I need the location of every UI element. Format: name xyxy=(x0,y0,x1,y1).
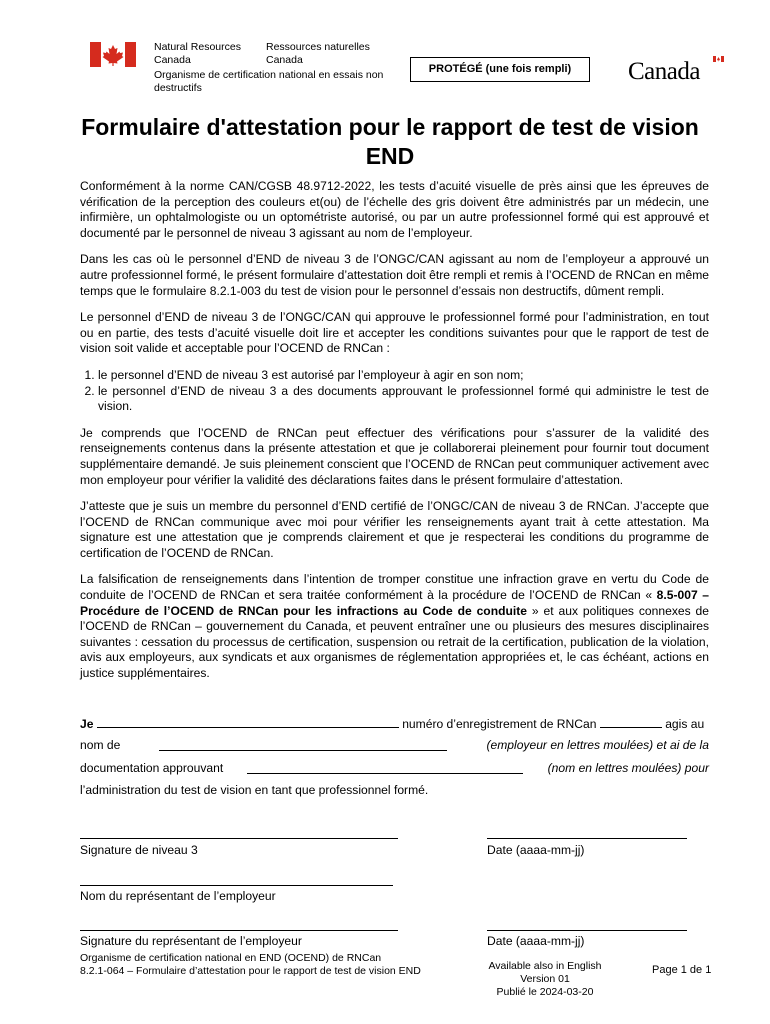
professional-name-field[interactable] xyxy=(247,761,523,774)
rep-name-label: Nom du représentant de l’employeur xyxy=(80,889,276,903)
paragraph-attestation: J’atteste que je suis un membre du personnel d’END certifié de l’ONGC/CAN de niveau 3 de RNCan. J’accepte que l’OCEND de RNCan communique avec moi pour vérifier les renseignements ayant trait à cette attestation. Ma signature est une attestation que je comprends clairement et que je respecterai les conditions du programme de certification de l’OCEND de RNCan. xyxy=(80,499,709,560)
professional-note xyxy=(548,761,709,776)
fill-line-approving xyxy=(80,761,709,776)
paragraph-falsification xyxy=(80,572,709,681)
registration-label: numéro d’enregistrement de RNCan xyxy=(398,717,600,731)
level3-name-field[interactable] xyxy=(97,715,399,728)
rep-name-line[interactable] xyxy=(80,885,393,886)
page-number: Page 1 de 1 xyxy=(652,964,712,976)
date2-line[interactable] xyxy=(487,930,687,931)
protected-badge: PROTÉGÉ (une fois rempli) xyxy=(410,57,590,82)
dept-en-country: Canada xyxy=(154,54,191,66)
page-title: Formulaire d'attestation pour le rapport de test de vision END xyxy=(81,114,699,169)
list-item: 1. le personnel d’END de niveau 3 est autorisé par l’employeur à agir en son nom; xyxy=(98,368,709,384)
date1-line[interactable] xyxy=(487,838,687,839)
procedure-reference: 8.5-007 – Procédure de l’OCEND de RNCan pour les infractions au Code de conduite xyxy=(80,588,709,618)
employer-note xyxy=(486,738,709,753)
footer-version: Version 01 xyxy=(520,973,570,985)
paragraph-standard: Conformément à la norme CAN/CGSB 48.9712-2022, les tests d’acuité visuelle de près ainsi que les épreuves de vérification de la perception des couleurs et(ou) de l’échelle des gris doivent être administrés par un médecin, une infirmière, un ophtalmologiste ou un optométriste autorisé, ou par un autre professionnel formé qui est approuvé et documenté par le personnel de niveau 3 agissant au nom de l’employeur. xyxy=(80,179,709,240)
footer-middle xyxy=(470,960,620,999)
fill-line-end: l’administration du test de vision en tant que professionnel formé. xyxy=(80,783,429,797)
employer-name-field[interactable] xyxy=(159,738,447,751)
footer-form-ref: 8.2.1-064 – Formulaire d’attestation pour le rapport de test de vision END xyxy=(80,965,421,977)
date2-label: Date (aaaa-mm-jj) xyxy=(487,934,585,948)
footer-available: Available also in English xyxy=(488,960,602,972)
registration-number-field[interactable] xyxy=(600,715,662,728)
date1-label: Date (aaaa-mm-jj) xyxy=(487,843,585,857)
employer-note-text: (employeur en lettres moulées) et ai de la xyxy=(486,738,709,752)
fill-line-name xyxy=(80,715,709,732)
footer-left xyxy=(80,952,421,978)
rep-sig-line[interactable] xyxy=(80,930,398,931)
form-body xyxy=(80,179,709,693)
canada-wordmark xyxy=(628,58,724,86)
je-label: Je xyxy=(80,717,94,731)
dept-subtitle: Organisme de certification national en essais non destructifs xyxy=(154,69,384,94)
falsification-text-a: La falsification de renseignements dans l’intention de tromper constitue une infraction grave en vertu du Code de conduite de l’OCEND de RNCan et sera traitée conformément à la procédure de l’OCEND de RNCan « xyxy=(80,572,709,603)
footer-org: Organisme de certification national en END (OCEND) de RNCan xyxy=(80,952,382,964)
dept-en-name: Natural Resources xyxy=(154,41,241,53)
dept-fr-country: Canada xyxy=(266,54,303,66)
sig-level3-line[interactable] xyxy=(80,838,398,839)
wordmark-flag-icon xyxy=(713,56,724,62)
nom-de-label: nom de xyxy=(80,738,121,752)
canada-flag-icon xyxy=(90,42,136,67)
wordmark-text: Canada xyxy=(628,58,700,85)
footer-published: Publié le 2024-03-20 xyxy=(496,986,594,998)
paragraph-conditions: Le personnel d’END de niveau 3 de l’ONGC/CAN qui approuve le professionnel formé pour l’administration, en tout ou en partie, des tests d’acuité visuelle doit lire et accepter les conditions suivantes pour que le rapport de test de vision soit valide et acceptable pour l’OCEND de RNCan : xyxy=(80,310,709,356)
professional-note-text: (nom en lettres moulées) pour xyxy=(547,761,709,775)
dept-fr-name: Ressources naturelles xyxy=(266,41,370,53)
paragraph-verification: Je comprends que l’OCEND de RNCan peut effectuer des vérifications pour s’assurer de la validité des renseignements contenus dans la présente attestation et que je collaborerai pleinement pour fournir tout document supplémentaire demandé. Je suis pleinement conscient que l’OCEND de RNCan peut communiquer activement avec mon employeur pour vérifier la validité des déclarations faites dans le présent formulaire d’attestation. xyxy=(80,425,709,487)
sig-level3-label: Signature de niveau 3 xyxy=(80,843,198,857)
conditions-list xyxy=(80,368,709,415)
rep-sig-label: Signature du représentant de l’employeur xyxy=(80,934,302,948)
documentation-label: documentation approuvant xyxy=(80,761,224,775)
list-item: 2. le personnel d’END de niveau 3 a des documents approuvant le professionnel formé qui administre le test de vision. xyxy=(98,384,709,415)
department-signature xyxy=(154,41,394,95)
falsification-text-b: » et aux politiques connexes de l’OCEND de RNCan – gouvernement du Canada, et peuvent entraîner une ou plusieurs des mesures disciplinaires suivantes : cessation du processus de certification, suspension ou retrait de la certification, publication de la violation, avis aux employeurs, aux syndicats et aux organismes de réglementation appropriées et, le cas échéant, actions en justice supplémentaires. xyxy=(80,603,709,681)
fill-line-employer xyxy=(80,738,709,753)
agis-label: agis au xyxy=(661,717,705,731)
paragraph-approval: Dans les cas où le personnel d’END de niveau 3 de l’ONGC/CAN agissant au nom de l’employeur a approuvé un autre professionnel formé, le présent formulaire d’attestation doit être rempli et remis à l’OCEND de RNCan en même temps que le formulaire 8.2.1-003 du test de vision pour le personnel d’essais non destructifs, dûment rempli. xyxy=(80,252,709,298)
